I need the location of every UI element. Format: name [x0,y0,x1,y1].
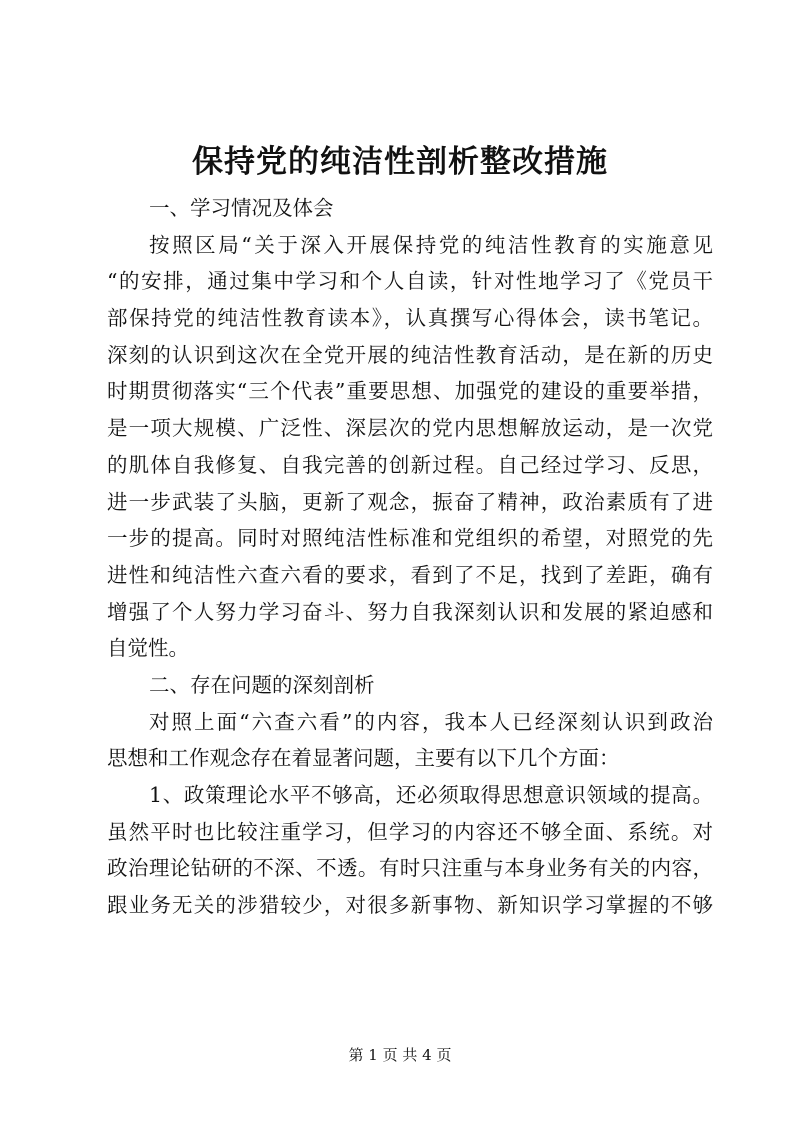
body-line: 1、政策理论水平不够高，还必须取得思想意识领域的提高。 [149,783,713,807]
body-line: 进性和纯洁性六查六看的要求，看到了不足，找到了差距，确有 [107,562,713,587]
document-body [107,190,713,924]
body-line: 思想和工作观念存在着显著问题，主要有以下几个方面： [107,746,620,771]
body-line: 跟业务无关的涉猎较少，对很多新事物、新知识学习掌握的不够 [107,893,713,918]
document-title: 保持党的纯洁性剖析整改措施 [192,144,608,180]
body-line: 增强了个人努力学习奋斗、努力自我深刻认识和发展的紧迫感和 [107,599,713,624]
body-line: 按照区局“关于深入开展保持党的纯洁性教育的实施意见 [149,232,713,257]
body-line: 部保持党的纯洁性教育读本》，认真撰写心得体会，读书笔记。 [107,306,713,331]
body-line: 时期贯彻落实“三个代表”重要思想、加强党的建设的重要举措， [107,379,713,404]
section-heading-1: 一、学习情况及体会 [149,196,334,220]
body-line: 深刻的认识到这次在全党开展的纯洁性教育活动，是在新的历史 [107,342,713,367]
body-line: “的安排，通过集中学习和个人自读，针对性地学习了《党员干 [107,269,713,294]
body-line: 自觉性。 [107,636,189,661]
body-line: 的肌体自我修复、自我完善的创新过程。自己经过学习、反思， [107,452,713,477]
body-line: 对照上面“六查六看”的内容，我本人已经深刻认识到政治 [149,709,713,734]
body-line: 一步的提高。同时对照纯洁性标准和党组织的希望，对照党的先 [107,526,713,551]
page-footer: 第 1 页 共 4 页 [348,1046,452,1064]
body-line: 虽然平时也比较注重学习，但学习的内容还不够全面、系统。对 [107,819,713,844]
section-heading-2: 二、存在问题的深刻剖析 [149,672,375,697]
body-line: 政治理论钻研的不深、不透。有时只注重与本身业务有关的内容， [107,856,713,881]
body-line: 进一步武装了头脑，更新了观念，振奋了精神，政治素质有了进 [107,489,713,514]
body-line: 是一项大规模、广泛性、深层次的党内思想解放运动，是一次党 [107,416,713,441]
